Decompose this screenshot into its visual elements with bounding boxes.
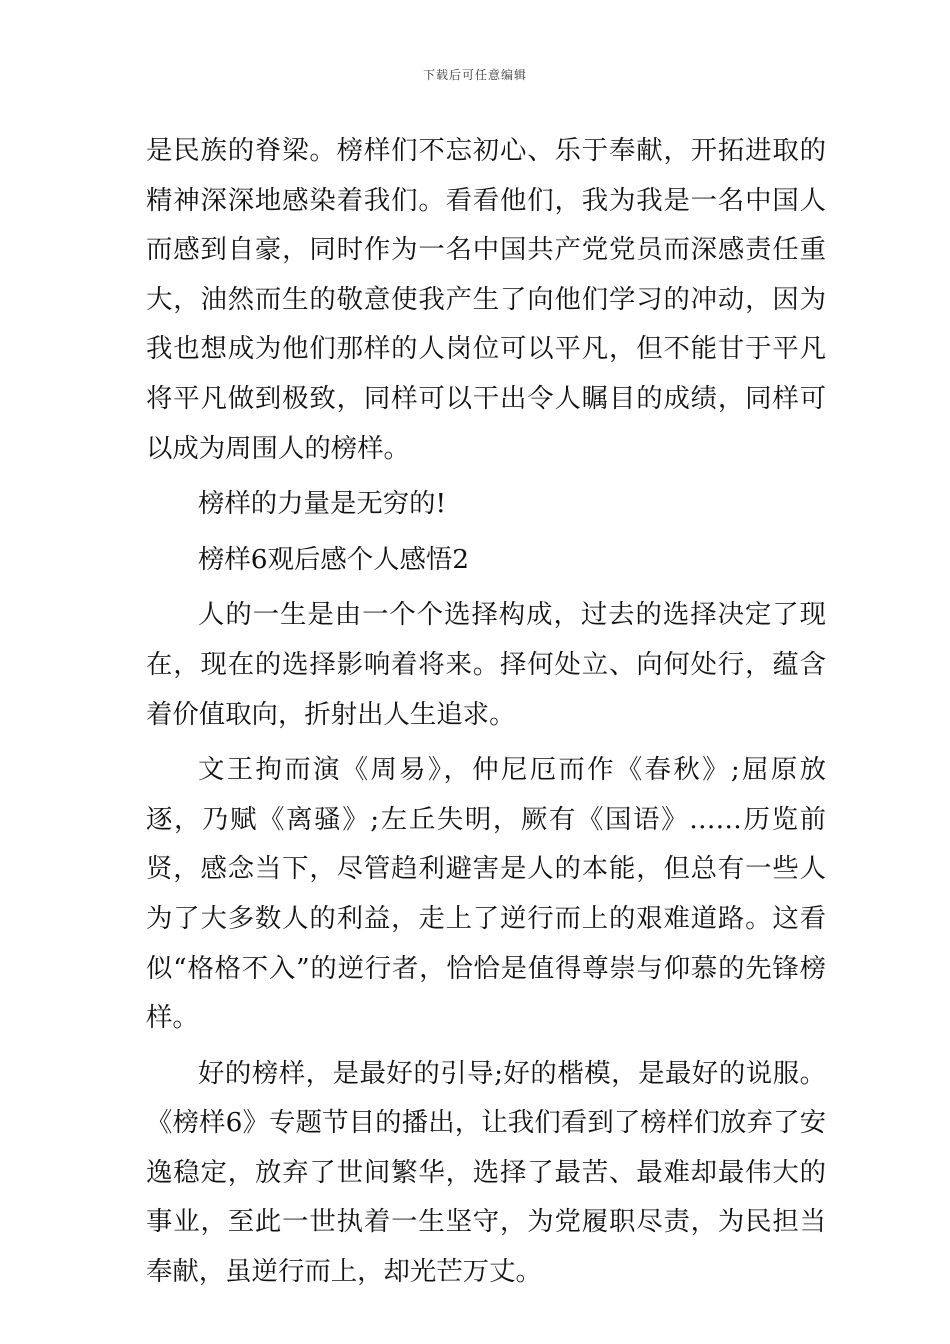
paragraph-5: 好的榜样，是最好的引导;好的楷模，是最好的说服。《榜样6》专题节目的播出，让我们看到了榜样们放弃了安逸稳定，放弃了世间繁华，选择了最苦、最难却最伟大的事业，至此一世执着一生坚守，为党履职尽责，为民担当奉献，虽逆行而上，却光芒万丈。 [146, 1057, 826, 1288]
section-heading: 榜样6观后感个人感悟2 [198, 543, 470, 575]
page-header-note: 下载后可任意编辑 [422, 68, 527, 82]
paragraph-4: 文王拘而演《周易》，仲尼厄而作《春秋》;屈原放逐，乃赋《离骚》;左丘失明，厥有《国语》……历览前贤，感念当下，尽管趋利避害是人的本能，但总有一些人为了大多数人的利益，走上了逆行而上的艰难道路。这看似“格格不入”的逆行者，恰恰是值得尊崇与仰慕的先锋榜样。 [146, 754, 826, 1034]
paragraph-2: 榜样的力量是无穷的! [198, 488, 447, 520]
paragraph-3: 人的一生是由一个个选择构成，过去的选择决定了现在，现在的选择影响着将来。择何处立、向何处行，蕴含着价值取向，折射出人生追求。 [146, 599, 826, 730]
document-body [146, 126, 826, 1297]
paragraph-1: 是民族的脊梁。榜样们不忘初心、乐于奉献，开拓进取的精神深深地感染着我们。看看他们，我为我是一名中国人而感到自豪，同时作为一名中国共产党党员而深感责任重大，油然而生的敬意使我产生了向他们学习的冲动，因为我也想成为他们那样的人岗位可以平凡，但不能甘于平凡将平凡做到极致，同样可以干出令人瞩目的成绩，同样可以成为周围人的榜样。 [146, 135, 826, 464]
